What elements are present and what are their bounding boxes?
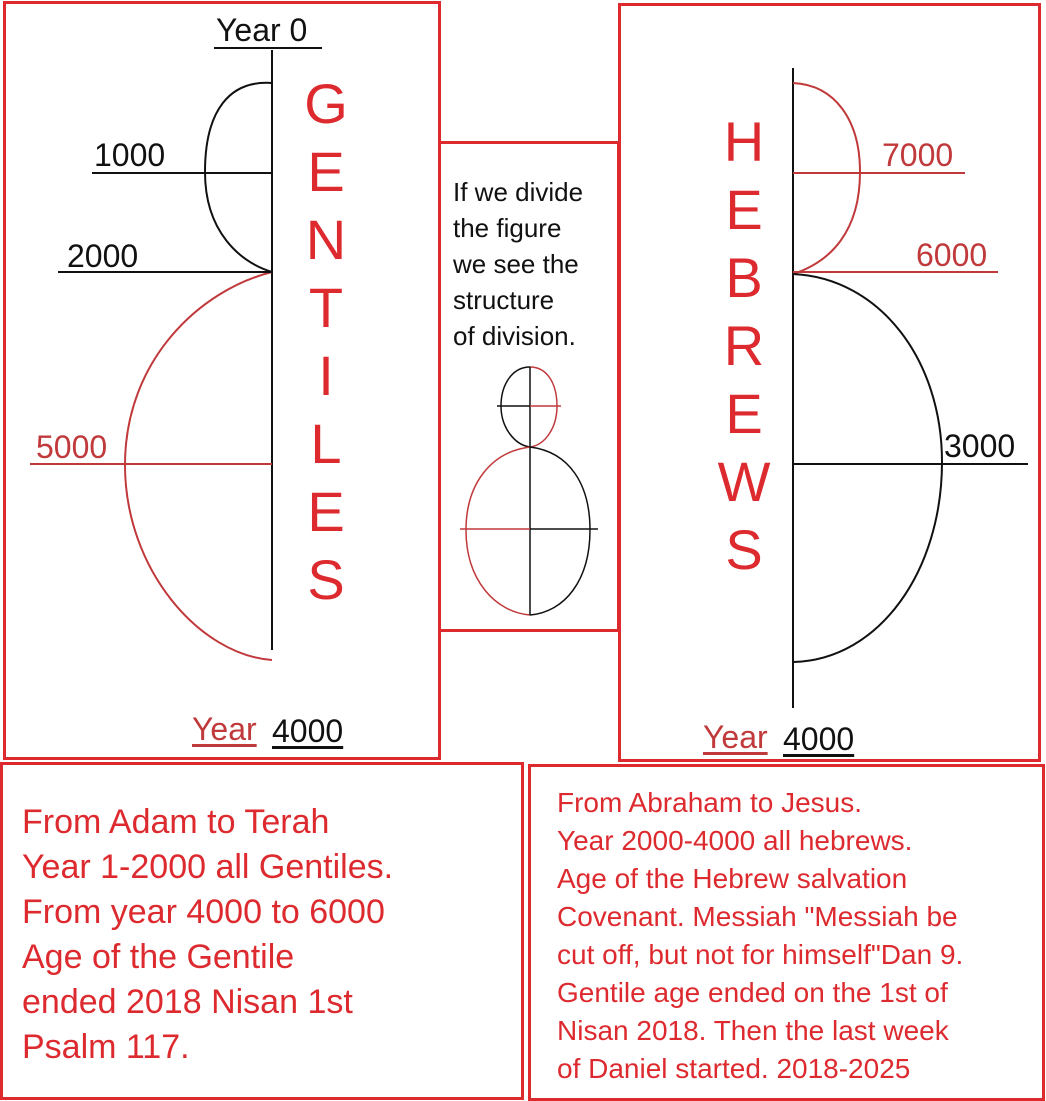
gentiles-note-line: Age of the Gentile [22, 938, 295, 976]
hebrews-letter: B [725, 246, 763, 309]
gentiles-letter: I [318, 344, 334, 407]
gentiles-note-line: From Adam to Terah [22, 803, 330, 841]
hebrews-note-line: Covenant. Messiah "Messiah be [557, 901, 958, 932]
mini-upper-left [501, 367, 530, 447]
hebrews-letter: H [723, 110, 765, 173]
gentiles-note-line: Psalm 117. [22, 1028, 190, 1066]
right-year-value: 4000 [783, 721, 855, 757]
hebrews-letter: E [725, 178, 763, 241]
left-upper-loop [205, 83, 272, 272]
hebrews-vertical-word [714, 108, 774, 584]
left-year-value: 4000 [272, 713, 344, 749]
gentiles-letter: G [304, 72, 348, 135]
hebrews-note-line: Nisan 2018. Then the last week [557, 1015, 949, 1046]
hebrews-note-line: Gentile age ended on the 1st of [557, 977, 948, 1008]
division-text-line: we see the [453, 249, 579, 279]
gentiles-note [22, 800, 512, 1070]
mini-lower-right [530, 447, 590, 615]
hebrews-letter: E [725, 382, 763, 445]
left-year-word: Year [192, 711, 257, 747]
right-3000-label: 3000 [944, 428, 1016, 464]
hebrews-note-line: Year 2000-4000 all hebrews. [557, 825, 913, 856]
right-lower-loop [793, 274, 942, 662]
hebrews-note-line: From Abraham to Jesus. [557, 787, 863, 818]
mini-lower-left [466, 447, 530, 615]
hebrews-note-line: cut off, but not for himself"Dan 9. [557, 939, 964, 970]
gentiles-letter: S [307, 548, 345, 611]
mini-upper-right [530, 367, 557, 447]
left-1000-label: 1000 [94, 137, 166, 173]
gentiles-letter: L [310, 412, 342, 475]
division-text-line: of division. [453, 321, 576, 351]
gentiles-letter: N [305, 208, 347, 271]
hebrews-letter: S [725, 518, 763, 581]
division-text-line: structure [453, 285, 555, 315]
right-7000-label: 7000 [882, 137, 954, 173]
gentiles-letter: E [307, 480, 345, 543]
left-lower-loop [125, 272, 272, 660]
hebrews-note-line: Age of the Hebrew salvation [557, 863, 908, 894]
hebrews-note [557, 784, 1037, 1088]
gentiles-letter: E [307, 140, 345, 203]
division-text-line: If we divide [453, 177, 584, 207]
right-upper-loop [793, 83, 860, 274]
right-6000-label: 6000 [916, 237, 988, 273]
left-2000-label: 2000 [67, 238, 139, 274]
right-year-word: Year [703, 719, 768, 755]
gentiles-note-line: From year 4000 to 6000 [22, 893, 385, 931]
division-explanation [453, 174, 613, 354]
left-5000-label: 5000 [36, 429, 108, 465]
gentiles-note-line: Year 1-2000 all Gentiles. [22, 848, 394, 886]
hebrews-letter: R [723, 314, 765, 377]
hebrews-note-line: of Daniel started. 2018-2025 [557, 1053, 911, 1084]
gentiles-vertical-word [296, 70, 356, 614]
left-year0-label: Year 0 [216, 12, 308, 48]
gentiles-note-line: ended 2018 Nisan 1st [22, 983, 353, 1021]
gentiles-letter: T [308, 276, 344, 339]
division-text-line: the figure [453, 213, 562, 243]
hebrews-letter: W [717, 450, 771, 513]
